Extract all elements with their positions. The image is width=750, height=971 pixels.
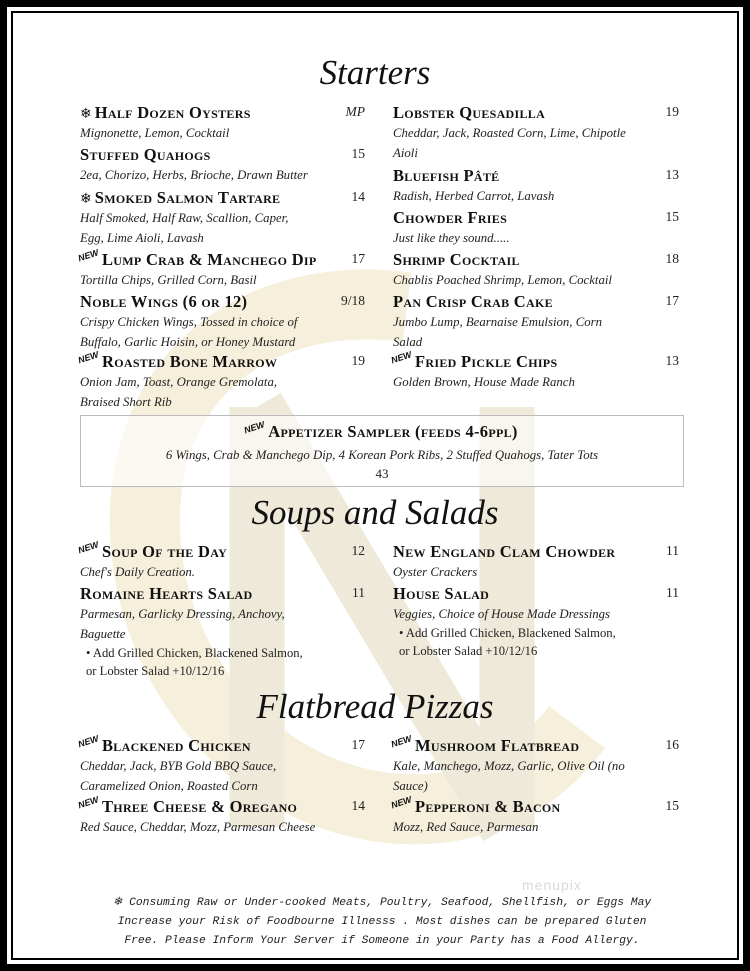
starters-title: Starters bbox=[319, 53, 431, 92]
item-name: Chowder Fries bbox=[393, 208, 508, 227]
item-description-line: Caramelized Onion, Roasted Corn bbox=[80, 779, 258, 793]
item-name: Half Dozen Oysters bbox=[94, 103, 251, 122]
raw-warning-icon: ❄ bbox=[80, 106, 92, 122]
menu-item bbox=[393, 250, 679, 290]
item-name: Lobster Quesadilla bbox=[393, 103, 546, 122]
item-description: Mozz, Red Sauce, Parmesan bbox=[393, 820, 539, 834]
item-description-line: Braised Short Rib bbox=[80, 395, 172, 409]
item-price: MP bbox=[345, 104, 365, 119]
menu-item bbox=[80, 103, 365, 143]
item-price: 15 bbox=[665, 798, 679, 813]
menu-item bbox=[389, 733, 679, 796]
item-price: 15 bbox=[351, 146, 365, 161]
raw-warning-icon: ❄ bbox=[80, 191, 92, 207]
item-description: Tortilla Chips, Grilled Corn, Basil bbox=[80, 273, 257, 287]
new-badge: NEW bbox=[389, 349, 413, 366]
item-name: Stuffed Quahogs bbox=[80, 145, 211, 164]
item-price: 14 bbox=[351, 189, 365, 204]
item-description-line: Buffalo, Garlic Hoisin, or Honey Mustard bbox=[80, 335, 296, 349]
new-badge: NEW bbox=[243, 419, 267, 436]
sampler-price: 43 bbox=[375, 466, 389, 481]
item-price: 19 bbox=[351, 353, 365, 368]
add-on-line: • Add Grilled Chicken, Blackened Salmon, bbox=[399, 626, 616, 640]
menu-item bbox=[393, 584, 679, 660]
sampler-name: Appetizer Sampler (feeds 4-6ppl) bbox=[268, 422, 518, 441]
item-description-line: Cheddar, Jack, BYB Gold BBQ Sauce, bbox=[80, 759, 277, 773]
new-badge: NEW bbox=[76, 733, 100, 750]
item-description: Red Sauce, Cheddar, Mozz, Parmesan Cheese bbox=[80, 820, 316, 834]
item-price: 13 bbox=[665, 167, 679, 182]
item-description: Oyster Crackers bbox=[393, 565, 478, 579]
item-name: Pan Crisp Crab Cake bbox=[393, 292, 553, 311]
item-price: 11 bbox=[666, 585, 679, 600]
item-name: Romaine Hearts Salad bbox=[80, 584, 253, 603]
menu-item bbox=[76, 794, 365, 837]
allergy-disclaimer bbox=[77, 894, 687, 951]
item-price: 17 bbox=[351, 251, 365, 266]
item-description-line: Crispy Chicken Wings, Tossed in choice of bbox=[80, 315, 298, 329]
item-description-line: Sauce) bbox=[393, 779, 428, 793]
menu-item bbox=[76, 349, 365, 412]
item-description: 2ea, Chorizo, Herbs, Brioche, Drawn Butter bbox=[80, 168, 308, 182]
disclaimer-line: ❄ Consuming Raw or Under-cooked Meats, Poultry, Seafood, Shellfish, or Eggs May bbox=[112, 897, 652, 909]
item-price: 15 bbox=[665, 209, 679, 224]
menu-item bbox=[393, 292, 679, 352]
item-description: Veggies, Choice of House Made Dressings bbox=[393, 607, 611, 621]
new-badge: NEW bbox=[389, 794, 413, 811]
item-price: 18 bbox=[665, 251, 679, 266]
add-on-line: or Lobster Salad +10/12/16 bbox=[399, 644, 538, 658]
item-name: Roasted Bone Marrow bbox=[102, 352, 278, 371]
item-description: Chablis Poached Shrimp, Lemon, Cocktail bbox=[393, 273, 612, 287]
item-price: 14 bbox=[351, 798, 365, 813]
flatbread-pizzas-title: Flatbread Pizzas bbox=[256, 687, 494, 726]
item-name: Blackened Chicken bbox=[102, 736, 251, 755]
menu-item bbox=[393, 103, 679, 163]
disclaimer-line: Increase your Risk of Foodbourne Illnesss . Most dishes can be prepared Gluten bbox=[117, 916, 647, 928]
appetizer-sampler-box bbox=[80, 415, 684, 487]
item-description: Just like they sound..... bbox=[393, 231, 510, 245]
item-name: Fried Pickle Chips bbox=[415, 352, 558, 371]
menu-item bbox=[76, 247, 365, 290]
item-name: New England Clam Chowder bbox=[393, 542, 616, 561]
menu-item bbox=[76, 539, 365, 582]
menu-item bbox=[80, 145, 365, 185]
item-name: Three Cheese & Oregano bbox=[102, 797, 298, 816]
new-badge: NEW bbox=[76, 349, 100, 366]
item-description: Golden Brown, House Made Ranch bbox=[393, 375, 575, 389]
item-name: Lump Crab & Manchego Dip bbox=[102, 250, 317, 269]
item-price: 11 bbox=[666, 543, 679, 558]
item-name: Pepperoni & Bacon bbox=[415, 797, 561, 816]
new-badge: NEW bbox=[76, 539, 100, 556]
item-description-line: Parmesan, Garlicky Dressing, Anchovy, bbox=[80, 607, 285, 621]
menu-item bbox=[393, 208, 679, 248]
item-price: 9/18 bbox=[340, 293, 365, 308]
menu-item bbox=[80, 188, 365, 248]
add-on-line: • Add Grilled Chicken, Blackened Salmon, bbox=[86, 646, 303, 660]
item-description-line: Half Smoked, Half Raw, Scallion, Caper, bbox=[80, 211, 289, 225]
new-badge: NEW bbox=[389, 733, 413, 750]
disclaimer-line: Free. Please Inform Your Server if Someone in your Party has a Food Allergy. bbox=[124, 935, 640, 947]
item-price: 16 bbox=[665, 737, 679, 752]
sampler-description: 6 Wings, Crab & Manchego Dip, 4 Korean Pork Ribs, 2 Stuffed Quahogs, Tater Tots bbox=[165, 448, 599, 462]
new-badge: NEW bbox=[76, 247, 100, 264]
item-price: 17 bbox=[351, 737, 365, 752]
menu-item bbox=[389, 794, 679, 837]
menu-item bbox=[389, 349, 679, 392]
menu-item bbox=[393, 542, 679, 582]
item-name: Noble Wings (6 or 12) bbox=[80, 292, 248, 311]
menupix-watermark: menupix bbox=[522, 877, 582, 893]
new-badge: NEW bbox=[76, 794, 100, 811]
item-description-line: Cheddar, Jack, Roasted Corn, Lime, Chipotle bbox=[393, 126, 626, 140]
item-name: Soup Of the Day bbox=[102, 542, 228, 561]
menu-item bbox=[80, 292, 365, 352]
item-name: Smoked Salmon Tartare bbox=[94, 188, 281, 207]
item-name: Mushroom Flatbread bbox=[415, 736, 580, 755]
soups-salads-title: Soups and Salads bbox=[251, 493, 499, 532]
item-price: 12 bbox=[351, 543, 365, 558]
item-description-line: Salad bbox=[393, 335, 423, 349]
add-on-line: or Lobster Salad +10/12/16 bbox=[86, 664, 225, 678]
item-name: Shrimp Cocktail bbox=[393, 250, 520, 269]
item-description: Mignonette, Lemon, Cocktail bbox=[80, 126, 230, 140]
menu-item bbox=[76, 733, 365, 796]
item-description: Radish, Herbed Carrot, Lavash bbox=[393, 189, 555, 203]
item-name: Bluefish Pâté bbox=[393, 166, 500, 185]
item-description: Chef's Daily Creation. bbox=[80, 565, 195, 579]
menu-item bbox=[393, 166, 679, 206]
item-name: House Salad bbox=[393, 584, 490, 603]
item-description-line: Jumbo Lump, Bearnaise Emulsion, Corn bbox=[393, 315, 603, 329]
item-price: 17 bbox=[665, 293, 679, 308]
menu-item bbox=[80, 584, 365, 680]
item-description-line: Kale, Manchego, Mozz, Garlic, Olive Oil (no bbox=[393, 759, 625, 773]
item-description-line: Onion Jam, Toast, Orange Gremolata, bbox=[80, 375, 278, 389]
item-price: 11 bbox=[352, 585, 365, 600]
item-description-line: Aioli bbox=[393, 146, 418, 160]
item-price: 19 bbox=[665, 104, 679, 119]
item-description-line: Baguette bbox=[80, 627, 126, 641]
item-description-line: Egg, Lime Aioli, Lavash bbox=[80, 231, 204, 245]
item-price: 13 bbox=[665, 353, 679, 368]
